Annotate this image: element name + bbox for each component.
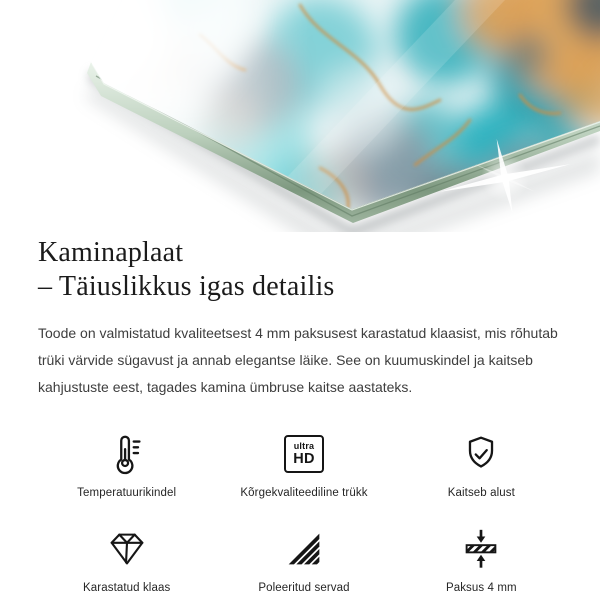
diamond-icon	[104, 525, 150, 573]
feature-label: Kõrgekvaliteediline trükk	[240, 487, 368, 499]
ultra-hd-icon: ultra HD	[284, 430, 324, 478]
content-section	[0, 228, 600, 594]
polished-edges-icon	[281, 525, 327, 573]
feature-grid	[38, 430, 570, 594]
feature-label: Temperatuurikindel	[77, 487, 177, 499]
thermometer-icon	[104, 430, 150, 478]
feature-label: Paksus 4 mm	[445, 582, 517, 594]
shield-check-icon	[458, 430, 504, 478]
feature-label: Poleeritud servad	[258, 582, 350, 594]
glass-panel-illustration	[0, 0, 600, 232]
feature-tempered-glass	[38, 525, 215, 594]
title-line-1: Kaminaplaat	[38, 237, 184, 268]
feature-temperature	[38, 430, 215, 499]
title-line-2: – Täiuslikkus igas detailis	[38, 271, 335, 302]
feature-polished-edges	[215, 525, 392, 594]
thickness-icon	[458, 525, 504, 573]
page-title	[38, 236, 570, 304]
product-description: Toode on valmistatud kvaliteetsest 4 mm paksusest karastatud klaasist, mis rõhutab trüki värvide sügavust ja annab elegantse läike. See on kuumuskindel ja kaitseb kahjustuste eest, tagades kamina ümbruse kaitse aastateks.	[38, 325, 558, 395]
feature-print-quality	[215, 430, 392, 499]
hero-image	[0, 0, 600, 232]
feature-label: Karastatud klaas	[83, 582, 171, 594]
feature-label: Kaitseb alust	[447, 487, 515, 499]
feature-thickness	[393, 525, 570, 594]
feature-protects-base	[393, 430, 570, 499]
